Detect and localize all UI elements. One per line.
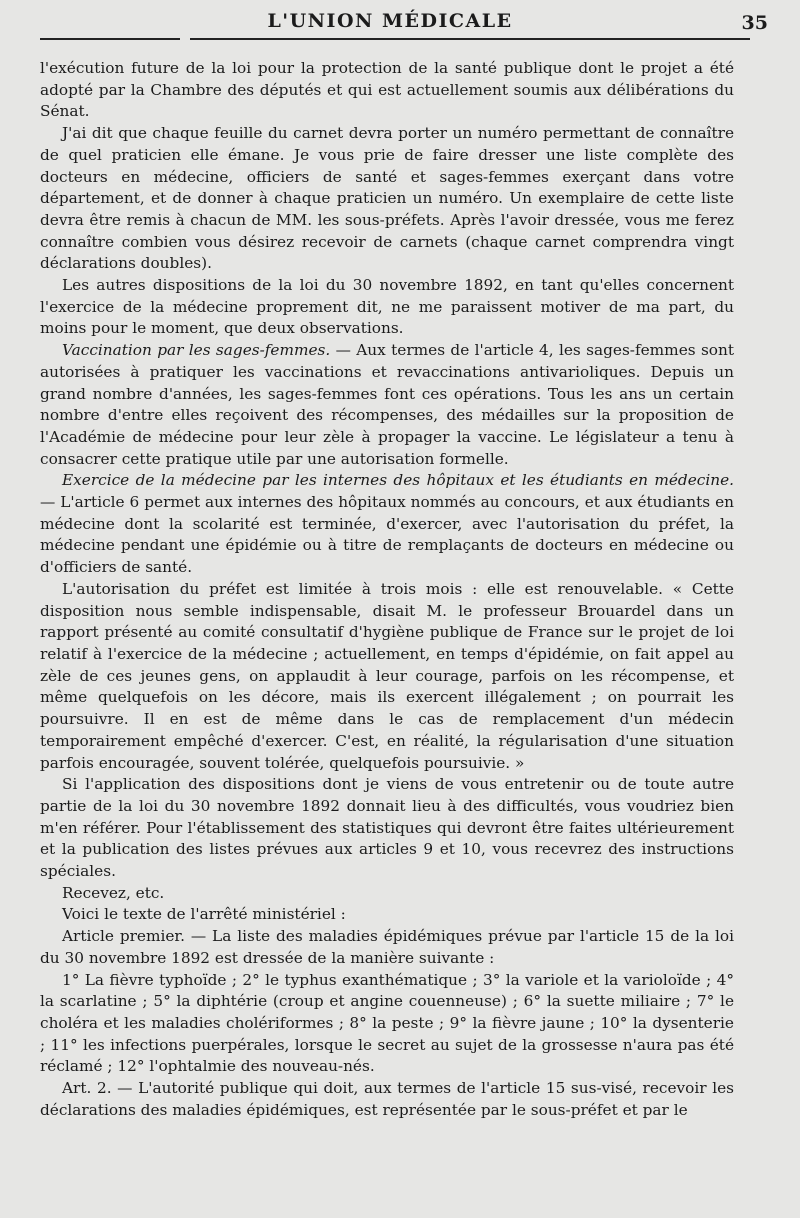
paragraph-3: [40, 275, 734, 340]
paragraph-text: Voici le texte de l'arrêté ministériel :: [62, 905, 346, 924]
header-rule-left: [40, 38, 180, 40]
paragraph-text: — L'article 6 permet aux internes des hôpitaux nommés au concours, et aux étudiants en médecine dont la scolarité est terminée, d'exercer, avec l'autorisation du préfet, la médecine pendant une épidémie ou à titre de remplaçants de docteurs en médecine ou d'officiers de santé.: [40, 493, 734, 577]
paragraph-article-2: [40, 1078, 734, 1121]
paragraph-9: [40, 904, 734, 926]
paragraph-text: Si l'application des dispositions dont je viens de vous entretenir ou de toute autre partie de la loi du 30 novembre 1892 donnait lieu à des difficultés, vous voudriez bien m'en référer. Pour l'établissement des statistiques qui devront être faites ultérieurement et la publication des listes prévues aux articles 9 et 10, vous recevrez des instructions spéciales.: [40, 775, 734, 881]
paragraph-text: — Aux termes de l'article 4, les sages-femmes sont autorisées à pratiquer les vaccinations et revaccinations antivarioliques. Depuis un grand nombre d'années, les sages-femmes font ces opérations. Tous les ans un certain nombre d'entre elles reçoivent des récompenses, des médailles sur la proposition de l'Académie de médecine pour leur zèle à propager la vaccine. Le législateur a tenu à consacrer cette pratique utile par une autorisation formelle.: [40, 341, 734, 468]
paragraph-text: Article premier. — La liste des maladies épidémiques prévue par l'article 15 de la loi du 30 novembre 1892 est dressée de la manière suivante :: [40, 927, 734, 967]
paragraph-disease-list: [40, 970, 734, 1079]
paragraph-text: Recevez, etc.: [62, 883, 165, 902]
paragraph-6: [40, 579, 734, 774]
paragraph-text: 1° La fièvre typhoïde ; 2° le typhus exanthématique ; 3° la variole et la varioloïde ; 4° la scarlatine ; 5° la diphtérie (croup et angine couenneuse) ; 6° la suette miliaire ; 7° le choléra et les maladies cholériformes ; 8° la peste ; 9° la fièvre jaune ; 10° la dysenterie ; 11° les infections puerpérales, lorsque le secret au sujet de la grossesse n'aura pas été réclamé ; 12° l'ophtalmie des nouveau-nés.: [40, 970, 734, 1076]
running-header: [40, 6, 768, 42]
paragraph-2: [40, 123, 734, 275]
paragraph-vaccination: [40, 340, 734, 470]
journal-title: L'UNION MÉDICALE: [267, 10, 513, 32]
paragraph-7: [40, 774, 734, 883]
paragraph-8: [40, 883, 734, 905]
paragraph-text: l'exécution future de la loi pour la protection de la santé publique dont le projet a été adopté par la Chambre des députés et qui est actuellement soumis aux délibérations du Sénat.: [40, 59, 734, 121]
header-rule-right: [190, 38, 750, 40]
paragraph-text: Les autres dispositions de la loi du 30 novembre 1892, en tant qu'elles concernent l'exercice de la médecine proprement dit, ne me paraissent motiver de ma part, du moins pour le moment, que deux observations.: [40, 276, 734, 338]
paragraph-text: L'autorisation du préfet est limitée à trois mois : elle est renouvelable. « Cette disposition nous semble indispensable, disait M. le professeur Brouardel dans un rapport présenté au comité consultatif d'hygiène publique de France sur le projet de loi relatif à l'exercice de la médecine ; actuellement, en temps d'épidémie, on fait appel au zèle de ces jeunes gens, on applaudit à leur courage, parfois on les récompense, et même quelquefois on les décore, mais ils exercent illégalement ; on pourrait les poursuivre. Il en est de même dans le cas de remplacement d'un médecin temporairement empêché d'exercer. C'est, en réalité, la régularisation d'une situation parfois encouragée, souvent tolérée, quelquefois poursuivie. »: [40, 579, 734, 772]
paragraph-text: J'ai dit que chaque feuille du carnet devra porter un numéro permettant de connaître de quel praticien elle émane. Je vous prie de faire dresser une liste complète des docteurs en médecine, officiers de santé et sages-femmes exerçant dans votre département, et de donner à chaque praticien un numéro. Un exemplaire de cette liste devra être remis à chacun de MM. les sous-préfets. Après l'avoir dressée, vous me ferez connaître combien vous désirez recevoir de carnets (chaque carnet comprendra vingt déclarations doubles).: [40, 124, 734, 273]
paragraph-article-1: [40, 926, 734, 969]
paragraph-text: Art. 2. — L'autorité publique qui doit, aux termes de l'article 15 sus-visé, recevoir les déclarations des maladies épidémiques, est représentée par le sous-préfet et par le: [40, 1079, 734, 1119]
article-body: [40, 58, 734, 1121]
page-number: 35: [741, 12, 768, 34]
paragraph-exercice: [40, 470, 734, 579]
section-heading: Exercice de la médecine par les internes des hôpitaux et les étudiants en médecine.: [62, 471, 734, 490]
paragraph-1: [40, 58, 734, 123]
section-heading: Vaccination par les sages-femmes.: [62, 341, 331, 360]
